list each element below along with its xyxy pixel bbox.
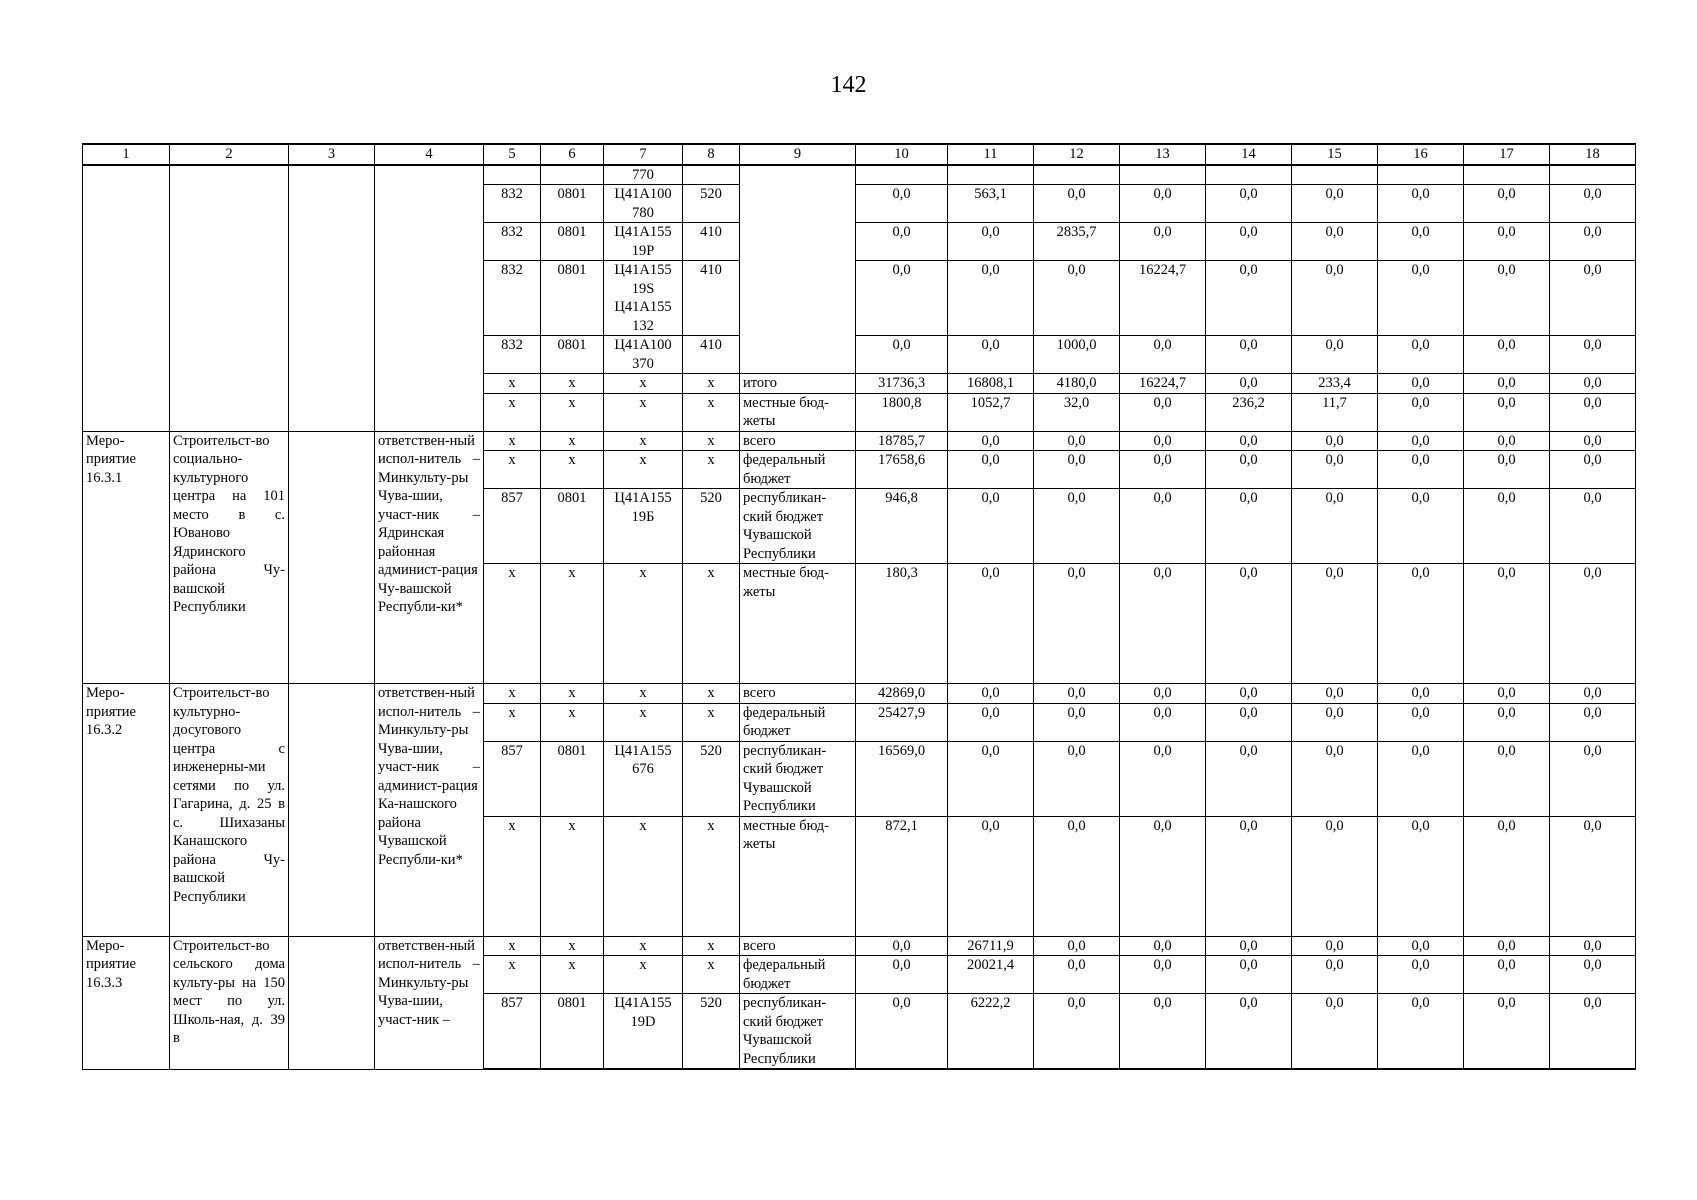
table-cell-year-col-15: 0,0 — [1292, 703, 1378, 741]
table-cell-col-csr: х — [604, 816, 683, 936]
table-cell-year-col-15: 0,0 — [1292, 741, 1378, 816]
table-cell-year-col-12: 32,0 — [1034, 393, 1120, 431]
column-header: 7 — [604, 144, 683, 165]
table-cell-year-col-18: 0,0 — [1550, 374, 1636, 394]
table-cell-col-source: всего — [740, 431, 856, 451]
table-cell-col-vr: х — [683, 956, 740, 994]
table-cell-year-col-13: 0,0 — [1120, 185, 1206, 223]
table-cell-year-col-15: 0,0 — [1292, 431, 1378, 451]
table-cell-year-col-15: 0,0 — [1292, 185, 1378, 223]
table-cell-year-col-10: 31736,3 — [856, 374, 948, 394]
table-cell-year-col-17: 0,0 — [1464, 261, 1550, 336]
table-cell-col-csr: Ц41А155 19Б — [604, 489, 683, 564]
table-cell-col-grbs: 832 — [484, 336, 541, 374]
table-cell-year-col-11: 563,1 — [948, 185, 1034, 223]
table-cell-year-col-11: 1052,7 — [948, 393, 1034, 431]
table-cell-col-csr: х — [604, 936, 683, 956]
column-header: 3 — [289, 144, 375, 165]
table-cell-year-col-10: 18785,7 — [856, 431, 948, 451]
table-cell-year-col-16: 0,0 — [1378, 374, 1464, 394]
table-cell-col-source: республикан-ский бюджет Чувашской Республики — [740, 741, 856, 816]
table-cell-col-vr: 520 — [683, 994, 740, 1070]
table-cell-col-title: Строительст-во сельского дома культу-ры на 150 мест по ул. Школь-ная, д. 39 в — [170, 936, 289, 1069]
table-cell-year-col-18: 0,0 — [1550, 261, 1636, 336]
table-cell-year-col-10: 0,0 — [856, 956, 948, 994]
table-cell-year-col-17: 0,0 — [1464, 185, 1550, 223]
table-body — [83, 165, 1636, 1070]
table-cell-year-col-17: 0,0 — [1464, 223, 1550, 261]
table-cell-year-col-18: 0,0 — [1550, 451, 1636, 489]
table-cell-col-grbs — [484, 165, 541, 185]
table-cell-col-vr: х — [683, 564, 740, 684]
table-cell-year-col-14 — [1206, 165, 1292, 185]
table-cell-year-col-15: 0,0 — [1292, 994, 1378, 1070]
table-cell-col-vr: х — [683, 703, 740, 741]
table-cell-col-executor: ответствен-ный испол-нитель – Минкульту-ры Чува-шии, участ-ник – — [375, 936, 484, 1069]
table-cell-col-section: 0801 — [541, 223, 604, 261]
budget-table — [82, 143, 1636, 1070]
table-cell-col-vr: 410 — [683, 261, 740, 336]
table-cell-year-col-12: 0,0 — [1034, 684, 1120, 704]
table-cell-year-col-14: 0,0 — [1206, 489, 1292, 564]
table-cell-col-section: 0801 — [541, 261, 604, 336]
table-cell-year-col-12: 0,0 — [1034, 185, 1120, 223]
table-cell-year-col-16: 0,0 — [1378, 936, 1464, 956]
table-cell-year-col-10: 872,1 — [856, 816, 948, 936]
table-cell-col-section: х — [541, 936, 604, 956]
table-cell-year-col-18: 0,0 — [1550, 936, 1636, 956]
table-cell-year-col-17: 0,0 — [1464, 564, 1550, 684]
table-cell-year-col-18: 0,0 — [1550, 816, 1636, 936]
table-cell-col-source: итого — [740, 374, 856, 394]
table-cell-col-csr: х — [604, 431, 683, 451]
table-cell-year-col-13: 0,0 — [1120, 336, 1206, 374]
table-cell-year-col-16: 0,0 — [1378, 564, 1464, 684]
table-cell-year-col-10: 0,0 — [856, 336, 948, 374]
table-cell-year-col-18: 0,0 — [1550, 431, 1636, 451]
table-cell-year-col-13: 0,0 — [1120, 816, 1206, 936]
table-cell-year-col-16: 0,0 — [1378, 223, 1464, 261]
table-cell-year-col-17: 0,0 — [1464, 936, 1550, 956]
table-cell-year-col-16: 0,0 — [1378, 451, 1464, 489]
table-cell-year-col-18: 0,0 — [1550, 489, 1636, 564]
table-cell-year-col-15: 233,4 — [1292, 374, 1378, 394]
table-cell-col-measure: Меро-приятие 16.3.2 — [83, 684, 170, 937]
table-cell-year-col-17: 0,0 — [1464, 816, 1550, 936]
table-cell-col-section: х — [541, 816, 604, 936]
table-cell-col-vr: х — [683, 936, 740, 956]
table-cell-year-col-16: 0,0 — [1378, 816, 1464, 936]
column-header: 5 — [484, 144, 541, 165]
table-cell-year-col-12 — [1034, 165, 1120, 185]
table-cell-year-col-11: 0,0 — [948, 703, 1034, 741]
table-cell-year-col-18: 0,0 — [1550, 684, 1636, 704]
table-cell-year-col-13: 0,0 — [1120, 684, 1206, 704]
table-cell-year-col-11: 0,0 — [948, 431, 1034, 451]
table-cell-year-col-11: 0,0 — [948, 451, 1034, 489]
column-header: 2 — [170, 144, 289, 165]
table-cell-col-grbs: х — [484, 374, 541, 394]
table-cell-col-grbs: 832 — [484, 185, 541, 223]
table-cell-year-col-11: 0,0 — [948, 336, 1034, 374]
table-cell-year-col-16: 0,0 — [1378, 703, 1464, 741]
table-cell-col-vr: х — [683, 684, 740, 704]
table-cell-col-source: федеральный бюджет — [740, 703, 856, 741]
table-cell-year-col-16: 0,0 — [1378, 741, 1464, 816]
table-cell-year-col-10: 946,8 — [856, 489, 948, 564]
column-header: 11 — [948, 144, 1034, 165]
table-cell-col-section: 0801 — [541, 741, 604, 816]
table-cell-col-section: 0801 — [541, 336, 604, 374]
table-cell-year-col-11: 0,0 — [948, 741, 1034, 816]
table-cell-year-col-11: 0,0 — [948, 223, 1034, 261]
table-cell-year-col-14: 0,0 — [1206, 185, 1292, 223]
table-cell-year-col-12: 0,0 — [1034, 489, 1120, 564]
table-cell-year-col-15: 11,7 — [1292, 393, 1378, 431]
table-cell-year-col-18: 0,0 — [1550, 393, 1636, 431]
table-cell-col-csr: Ц41А155 19Р — [604, 223, 683, 261]
table-cell-col-3 — [289, 165, 375, 432]
table-cell-year-col-16: 0,0 — [1378, 336, 1464, 374]
table-cell-year-col-14: 0,0 — [1206, 261, 1292, 336]
table-cell-col-grbs: х — [484, 936, 541, 956]
table-cell-year-col-11: 26711,9 — [948, 936, 1034, 956]
column-header: 6 — [541, 144, 604, 165]
table-cell-col-csr: х — [604, 564, 683, 684]
table-cell-year-col-15: 0,0 — [1292, 816, 1378, 936]
table-cell-year-col-10: 0,0 — [856, 994, 948, 1070]
table-cell-col-vr: 520 — [683, 741, 740, 816]
table-cell-year-col-14: 0,0 — [1206, 741, 1292, 816]
table-cell-col-grbs: х — [484, 956, 541, 994]
table-cell-year-col-15: 0,0 — [1292, 223, 1378, 261]
table-cell-year-col-12: 0,0 — [1034, 451, 1120, 489]
column-header: 13 — [1120, 144, 1206, 165]
table-cell-year-col-14: 0,0 — [1206, 956, 1292, 994]
table-cell-year-col-11: 0,0 — [948, 261, 1034, 336]
table-cell-year-col-17: 0,0 — [1464, 741, 1550, 816]
table-cell-year-col-10: 0,0 — [856, 185, 948, 223]
table-cell-year-col-14: 0,0 — [1206, 564, 1292, 684]
table-cell-year-col-16: 0,0 — [1378, 956, 1464, 994]
table-cell-year-col-14: 0,0 — [1206, 684, 1292, 704]
table-cell-year-col-11: 6222,2 — [948, 994, 1034, 1070]
table-cell-col-measure: Меро-приятие 16.3.3 — [83, 936, 170, 1069]
table-cell-year-col-15: 0,0 — [1292, 489, 1378, 564]
table-cell-year-col-15: 0,0 — [1292, 261, 1378, 336]
table-cell-col-executor — [375, 165, 484, 432]
table-cell-year-col-12: 0,0 — [1034, 564, 1120, 684]
table-cell-col-section: х — [541, 956, 604, 994]
table-cell-year-col-16: 0,0 — [1378, 684, 1464, 704]
table-cell-col-source: республикан-ский бюджет Чувашской Республики — [740, 489, 856, 564]
table-cell-col-csr: Ц41А155 19D — [604, 994, 683, 1070]
table-cell-year-col-12: 0,0 — [1034, 816, 1120, 936]
table-cell-year-col-17: 0,0 — [1464, 489, 1550, 564]
table-cell-year-col-12: 0,0 — [1034, 431, 1120, 451]
table-cell-year-col-12: 0,0 — [1034, 703, 1120, 741]
table-cell-year-col-18: 0,0 — [1550, 185, 1636, 223]
table-cell-year-col-13: 0,0 — [1120, 451, 1206, 489]
table-cell-year-col-15: 0,0 — [1292, 336, 1378, 374]
table-cell-year-col-18: 0,0 — [1550, 336, 1636, 374]
table-cell-year-col-17 — [1464, 165, 1550, 185]
table-cell-year-col-17: 0,0 — [1464, 684, 1550, 704]
table-cell-col-grbs: х — [484, 431, 541, 451]
table-cell-year-col-17: 0,0 — [1464, 994, 1550, 1070]
table-cell-year-col-17: 0,0 — [1464, 336, 1550, 374]
table-cell-col-measure — [83, 165, 170, 432]
table-cell-year-col-15: 0,0 — [1292, 451, 1378, 489]
table-cell-col-3 — [289, 431, 375, 684]
table-cell-year-col-18: 0,0 — [1550, 703, 1636, 741]
table-cell-col-title: Строительст-во культурно-досугового центра с инженерны-ми сетями по ул. Гагарина, д. 25 в с. Шихазаны Канашского района Чу-вашской Республики — [170, 684, 289, 937]
table-cell-year-col-16 — [1378, 165, 1464, 185]
table-cell-year-col-13: 0,0 — [1120, 431, 1206, 451]
table-cell-col-grbs: х — [484, 564, 541, 684]
table-cell-year-col-12: 0,0 — [1034, 741, 1120, 816]
column-header: 8 — [683, 144, 740, 165]
table-cell-year-col-11: 20021,4 — [948, 956, 1034, 994]
table-cell-year-col-13: 0,0 — [1120, 223, 1206, 261]
table-cell-col-grbs: 832 — [484, 261, 541, 336]
table-cell-year-col-15: 0,0 — [1292, 936, 1378, 956]
table-cell-col-source: местные бюд-жеты — [740, 564, 856, 684]
column-header: 16 — [1378, 144, 1464, 165]
table-cell-year-col-12: 0,0 — [1034, 261, 1120, 336]
table-cell-col-section: х — [541, 374, 604, 394]
table-row — [83, 431, 1636, 451]
table-cell-col-grbs: х — [484, 684, 541, 704]
table-cell-year-col-10: 0,0 — [856, 223, 948, 261]
table-cell-year-col-18: 0,0 — [1550, 564, 1636, 684]
table-cell-col-csr: Ц41А100 370 — [604, 336, 683, 374]
table-cell-year-col-14: 236,2 — [1206, 393, 1292, 431]
table-cell-year-col-17: 0,0 — [1464, 374, 1550, 394]
table-cell-year-col-17: 0,0 — [1464, 451, 1550, 489]
table-cell-year-col-11 — [948, 165, 1034, 185]
table-cell-col-csr: Ц41А155 676 — [604, 741, 683, 816]
table-cell-year-col-16: 0,0 — [1378, 431, 1464, 451]
table-cell-col-section: 0801 — [541, 489, 604, 564]
table-cell-col-measure: Меро-приятие 16.3.1 — [83, 431, 170, 684]
table-cell-col-csr: х — [604, 374, 683, 394]
table-cell-col-section: 0801 — [541, 185, 604, 223]
table-cell-year-col-15 — [1292, 165, 1378, 185]
table-cell-year-col-16: 0,0 — [1378, 393, 1464, 431]
page-number: 142 — [830, 72, 867, 98]
table-cell-year-col-13: 0,0 — [1120, 489, 1206, 564]
table-cell-col-grbs: 857 — [484, 489, 541, 564]
table-cell-year-col-15: 0,0 — [1292, 684, 1378, 704]
table-cell-year-col-17: 0,0 — [1464, 703, 1550, 741]
table-cell-col-vr: х — [683, 374, 740, 394]
column-header: 4 — [375, 144, 484, 165]
table-cell-year-col-13: 16224,7 — [1120, 261, 1206, 336]
table-cell-year-col-13: 0,0 — [1120, 956, 1206, 994]
table-cell-col-section: х — [541, 451, 604, 489]
header-row — [83, 144, 1636, 165]
table-cell-col-vr: х — [683, 393, 740, 431]
table-cell-col-grbs: х — [484, 451, 541, 489]
column-header: 10 — [856, 144, 948, 165]
table-cell-year-col-13: 0,0 — [1120, 994, 1206, 1070]
table-cell-col-grbs: 857 — [484, 994, 541, 1070]
table-cell-col-csr: х — [604, 393, 683, 431]
table-row — [83, 165, 1636, 185]
table-cell-year-col-10 — [856, 165, 948, 185]
table-cell-col-title — [170, 165, 289, 432]
table-cell-year-col-11: 0,0 — [948, 816, 1034, 936]
table-cell-col-vr: 520 — [683, 185, 740, 223]
table-cell-col-section: х — [541, 393, 604, 431]
table-cell-year-col-13: 0,0 — [1120, 741, 1206, 816]
table-cell-year-col-10: 1800,8 — [856, 393, 948, 431]
table-cell-year-col-18 — [1550, 165, 1636, 185]
table-cell-col-grbs: 832 — [484, 223, 541, 261]
table-cell-year-col-10: 42869,0 — [856, 684, 948, 704]
table-cell-year-col-13: 0,0 — [1120, 936, 1206, 956]
table-cell-col-section: х — [541, 703, 604, 741]
table-cell-year-col-17: 0,0 — [1464, 393, 1550, 431]
table-cell-col-section: х — [541, 684, 604, 704]
column-header: 14 — [1206, 144, 1292, 165]
table-cell-col-csr: х — [604, 451, 683, 489]
table-cell-year-col-10: 25427,9 — [856, 703, 948, 741]
table-cell-col-vr — [683, 165, 740, 185]
column-header: 17 — [1464, 144, 1550, 165]
table-cell-year-col-12: 0,0 — [1034, 956, 1120, 994]
table-cell-col-source: федеральный бюджет — [740, 956, 856, 994]
table-cell-col-vr: 410 — [683, 223, 740, 261]
table-cell-year-col-16: 0,0 — [1378, 994, 1464, 1070]
table-cell-year-col-11: 0,0 — [948, 564, 1034, 684]
table-cell-year-col-16: 0,0 — [1378, 261, 1464, 336]
table-cell-col-csr: х — [604, 956, 683, 994]
table-cell-year-col-10: 17658,6 — [856, 451, 948, 489]
table-cell-year-col-16: 0,0 — [1378, 185, 1464, 223]
table-cell-col-grbs: 857 — [484, 741, 541, 816]
table-cell-col-section — [541, 165, 604, 185]
table-cell-col-vr: 520 — [683, 489, 740, 564]
table-cell-year-col-13: 16224,7 — [1120, 374, 1206, 394]
table-cell-year-col-13: 0,0 — [1120, 393, 1206, 431]
table-cell-year-col-14: 0,0 — [1206, 994, 1292, 1070]
table-cell-col-source: республикан-ский бюджет Чувашской Республики — [740, 994, 856, 1070]
table-cell-year-col-12: 0,0 — [1034, 936, 1120, 956]
table-row — [83, 684, 1636, 704]
column-header: 1 — [83, 144, 170, 165]
table-cell-year-col-11: 0,0 — [948, 489, 1034, 564]
table-cell-year-col-12: 1000,0 — [1034, 336, 1120, 374]
table-cell-year-col-12: 0,0 — [1034, 994, 1120, 1070]
table-cell-col-title: Строительст-во социально-культурного центра на 101 место в с. Юваново Ядринского района Чу-вашской Республики — [170, 431, 289, 684]
table-cell-year-col-17: 0,0 — [1464, 431, 1550, 451]
table-cell-year-col-10: 0,0 — [856, 261, 948, 336]
table-cell-col-grbs: х — [484, 393, 541, 431]
table-cell-year-col-14: 0,0 — [1206, 451, 1292, 489]
table-cell-col-section: х — [541, 564, 604, 684]
table-cell-col-source: местные бюд-жеты — [740, 393, 856, 431]
table-cell-col-3 — [289, 936, 375, 1069]
table-cell-year-col-14: 0,0 — [1206, 936, 1292, 956]
table-cell-year-col-10: 180,3 — [856, 564, 948, 684]
table-cell-year-col-14: 0,0 — [1206, 816, 1292, 936]
table-cell-col-vr: х — [683, 451, 740, 489]
column-header: 9 — [740, 144, 856, 165]
table-cell-year-col-18: 0,0 — [1550, 741, 1636, 816]
column-header: 15 — [1292, 144, 1378, 165]
table-cell-col-csr: х — [604, 684, 683, 704]
table-cell-col-source: местные бюд-жеты — [740, 816, 856, 936]
table-cell-year-col-13: 0,0 — [1120, 703, 1206, 741]
table-cell-year-col-14: 0,0 — [1206, 223, 1292, 261]
table-cell-col-grbs: х — [484, 703, 541, 741]
table-cell-col-3 — [289, 684, 375, 937]
table-cell-year-col-13 — [1120, 165, 1206, 185]
table-cell-year-col-18: 0,0 — [1550, 994, 1636, 1070]
table-cell-year-col-13: 0,0 — [1120, 564, 1206, 684]
table-cell-year-col-15: 0,0 — [1292, 956, 1378, 994]
table-cell-year-col-14: 0,0 — [1206, 374, 1292, 394]
table-cell-year-col-14: 0,0 — [1206, 431, 1292, 451]
table-cell-col-vr: х — [683, 431, 740, 451]
table-cell-col-source — [740, 165, 856, 374]
table-cell-year-col-18: 0,0 — [1550, 956, 1636, 994]
table-cell-year-col-12: 2835,7 — [1034, 223, 1120, 261]
table-cell-col-csr: Ц41А100 780 — [604, 185, 683, 223]
table-cell-year-col-10: 16569,0 — [856, 741, 948, 816]
table-cell-col-section: х — [541, 431, 604, 451]
table-cell-year-col-10: 0,0 — [856, 936, 948, 956]
table-cell-col-vr: х — [683, 816, 740, 936]
table-cell-year-col-18: 0,0 — [1550, 223, 1636, 261]
table-cell-year-col-14: 0,0 — [1206, 336, 1292, 374]
table-cell-col-csr: х — [604, 703, 683, 741]
table-cell-year-col-12: 4180,0 — [1034, 374, 1120, 394]
column-header: 18 — [1550, 144, 1636, 165]
table-cell-col-source: федеральный бюджет — [740, 451, 856, 489]
table-cell-col-source: всего — [740, 684, 856, 704]
table-cell-col-section: 0801 — [541, 994, 604, 1070]
table-cell-col-source: всего — [740, 936, 856, 956]
table-cell-year-col-11: 16808,1 — [948, 374, 1034, 394]
table-cell-year-col-15: 0,0 — [1292, 564, 1378, 684]
column-header: 12 — [1034, 144, 1120, 165]
table-cell-year-col-16: 0,0 — [1378, 489, 1464, 564]
table-cell-year-col-11: 0,0 — [948, 684, 1034, 704]
table-cell-col-csr: Ц41А155 19S Ц41А155 132 — [604, 261, 683, 336]
table-cell-col-grbs: х — [484, 816, 541, 936]
table-cell-year-col-14: 0,0 — [1206, 703, 1292, 741]
table-cell-col-vr: 410 — [683, 336, 740, 374]
table-cell-col-executor: ответствен-ный испол-нитель – Минкульту-ры Чува-шии, участ-ник – админист-рация Ка-нашского района Чувашской Республи-ки* — [375, 684, 484, 937]
table-cell-col-executor: ответствен-ный испол-нитель – Минкульту-ры Чува-шии, участ-ник – Ядринская районная админист-рация Чу-вашской Республи-ки* — [375, 431, 484, 684]
table-cell-year-col-17: 0,0 — [1464, 956, 1550, 994]
table-row — [83, 936, 1636, 956]
table-cell-col-csr: 770 — [604, 165, 683, 185]
